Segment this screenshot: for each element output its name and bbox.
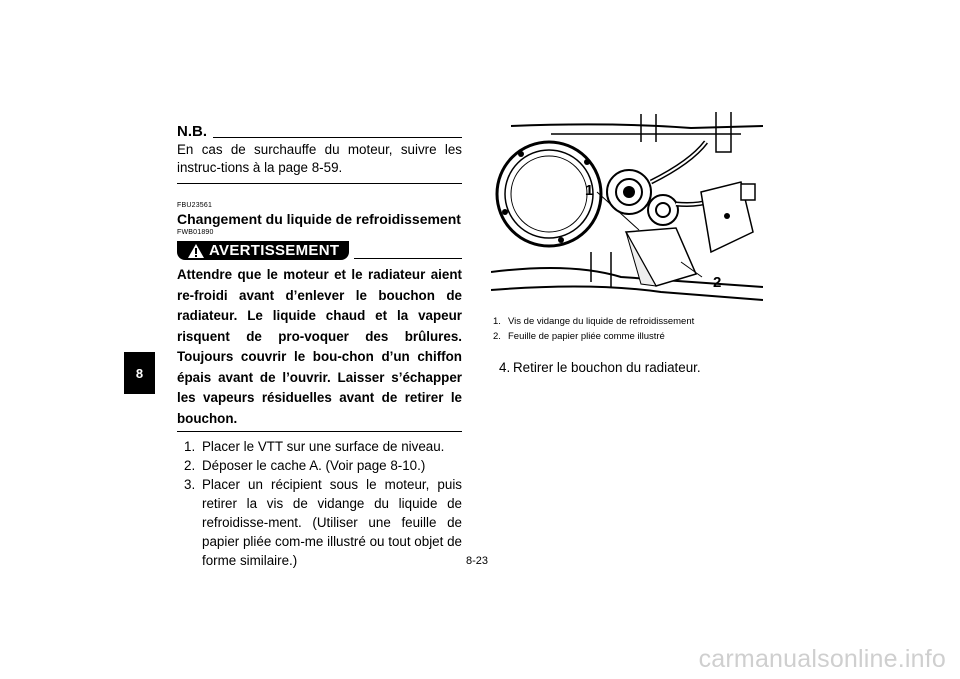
section-title: Changement du liquide de refroidissement bbox=[177, 211, 461, 227]
list-item bbox=[177, 437, 462, 456]
caption-text: Vis de vidange du liquide de refroidissement bbox=[508, 316, 695, 327]
warning-badge bbox=[177, 241, 349, 260]
step-text: Placer un récipient sous le moteur, puis retirer la vis de vidange du liquide de refroidisse-ment. (Utiliser une feuille de papier pliée com-me illustré ou tout objet de forme similaire.) bbox=[202, 477, 462, 568]
note-title: N.B. bbox=[177, 123, 207, 140]
step-text: Déposer le cache A. (Voir page 8-10.) bbox=[202, 458, 426, 473]
note-end-rule bbox=[177, 183, 462, 184]
warning-triangle-icon bbox=[187, 243, 205, 259]
caption-text: Feuille de papier pliée comme illustré bbox=[508, 331, 665, 342]
warning-end-rule bbox=[177, 431, 462, 432]
callout-1: 1 bbox=[585, 182, 594, 199]
list-item bbox=[177, 475, 462, 570]
caption-item bbox=[493, 314, 773, 329]
caption-number: 2. bbox=[493, 331, 501, 342]
steps-list bbox=[177, 437, 462, 570]
callout-2: 2 bbox=[713, 274, 722, 291]
caption-item bbox=[493, 329, 773, 344]
note-header bbox=[177, 122, 462, 140]
list-item bbox=[177, 456, 462, 475]
warning-text: Attendre que le moteur et le radiateur aient re-froidi avant d’enlever le bouchon de radiateur. Le liquide chaud et la vapeur risquent de pro-voquer des brûlures. Toujours couvrir le bou-chon d’un chiffon épais avant de l’ouvrir. Laisser s’échapper les vapeurs résiduelles avant de retirer le bouchon. bbox=[177, 267, 462, 426]
engine-drawing bbox=[491, 112, 763, 305]
step-number: 4. bbox=[499, 360, 511, 375]
step-text: Retirer le bouchon du radiateur. bbox=[513, 360, 701, 375]
chapter-tab: 8 bbox=[124, 352, 155, 394]
section-code: FBU23561 bbox=[177, 202, 213, 209]
note-text: En cas de surchauffe du moteur, suivre les instruc-tions à la page 8-59. bbox=[177, 142, 462, 175]
warning-rule bbox=[354, 258, 462, 259]
warning-label: AVERTISSEMENT bbox=[209, 242, 340, 259]
page-number: 8-23 bbox=[466, 555, 489, 567]
warning-header bbox=[177, 239, 462, 260]
warning-code: FWB01890 bbox=[177, 229, 214, 236]
note-rule bbox=[213, 137, 462, 138]
caption-number: 1. bbox=[493, 316, 501, 327]
step-text: Placer le VTT sur une surface de niveau. bbox=[202, 439, 445, 454]
figure-caption bbox=[493, 314, 773, 344]
step-4 bbox=[493, 358, 701, 377]
step-number: 2. bbox=[184, 458, 196, 473]
watermark: carmanualsonline.info bbox=[698, 645, 946, 673]
step-number: 1. bbox=[184, 439, 196, 454]
engine-illustration bbox=[491, 112, 763, 305]
step-number: 3. bbox=[184, 477, 196, 492]
left-column bbox=[177, 122, 462, 570]
